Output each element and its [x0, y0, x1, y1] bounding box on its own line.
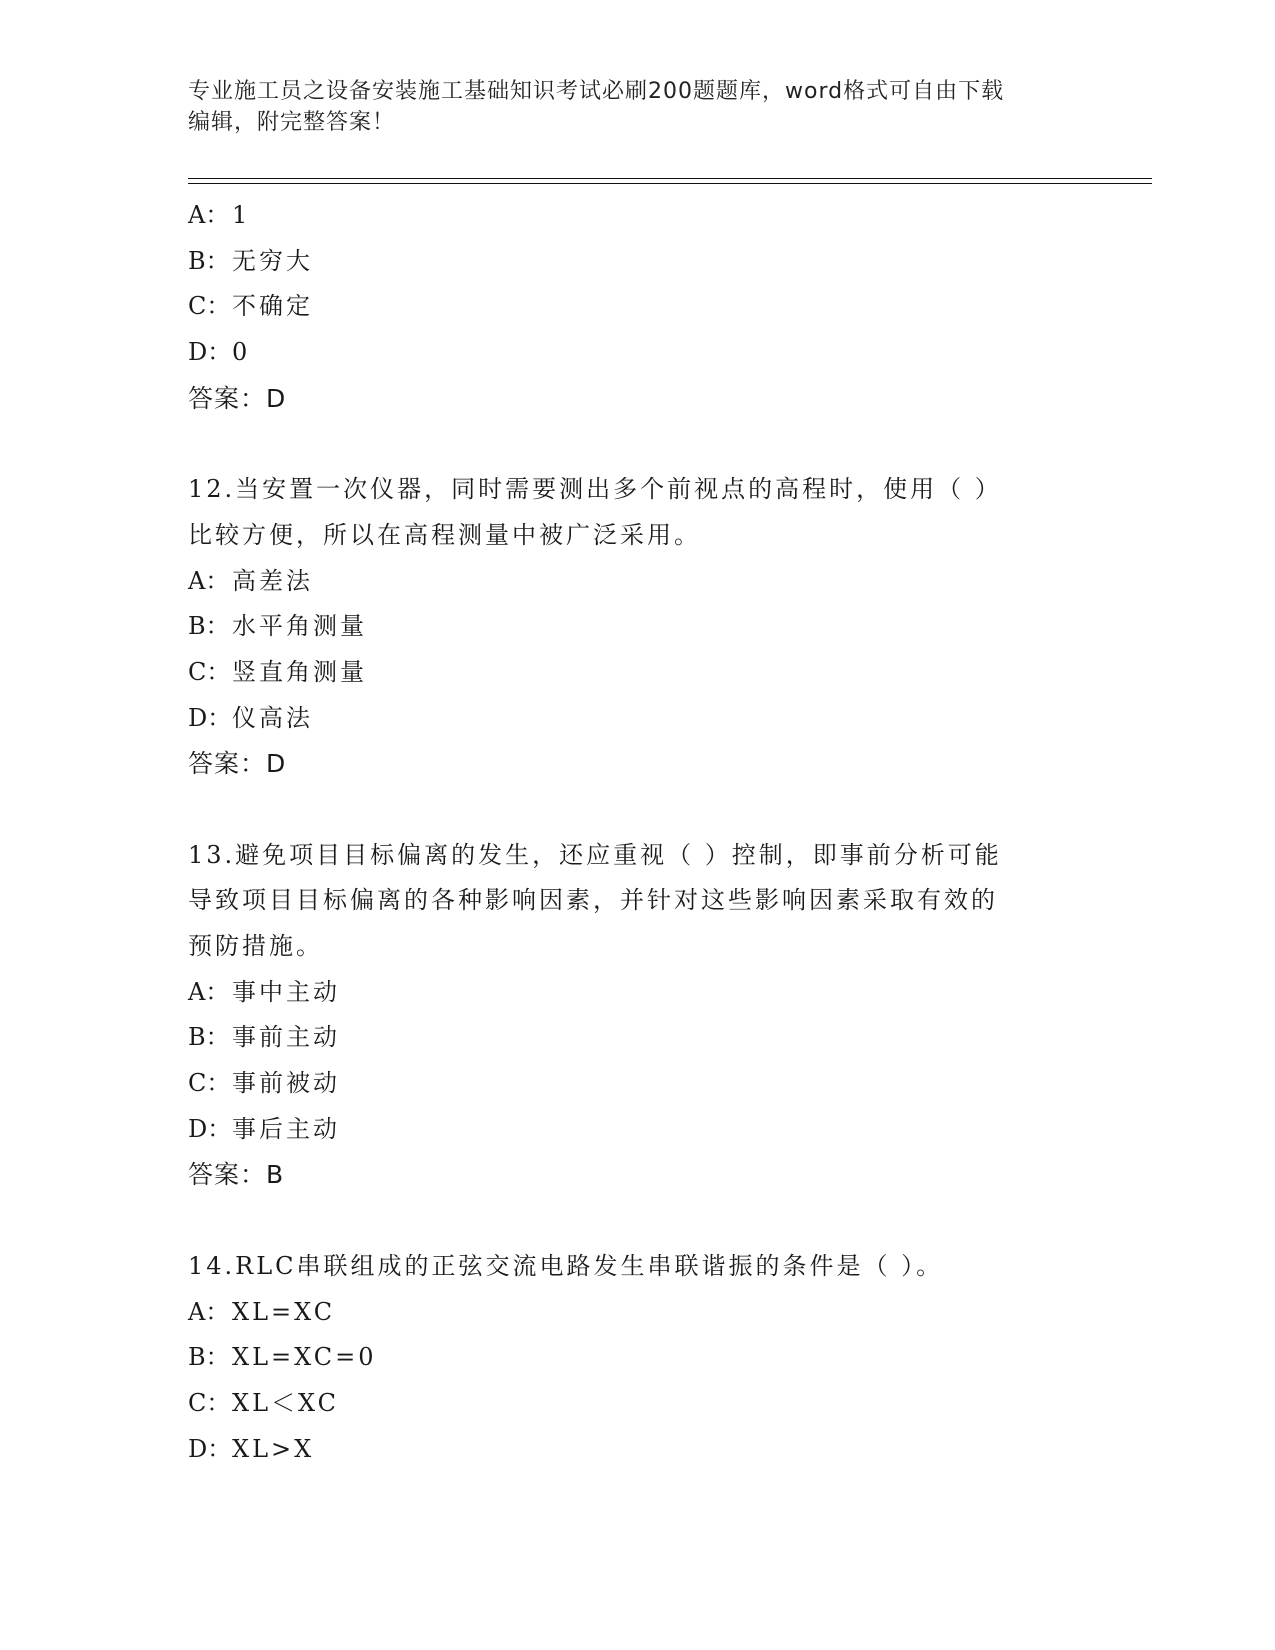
- option-letter: D：: [188, 1434, 232, 1463]
- option-letter: B：: [188, 246, 230, 275]
- option-letter: A：: [188, 566, 230, 595]
- option-text: 1: [232, 201, 251, 229]
- option-c: [188, 284, 1068, 330]
- question-12: [188, 467, 1068, 787]
- option-c: [188, 1381, 1068, 1427]
- option-text: 事前被动: [232, 1069, 340, 1098]
- option-text: 事后主动: [232, 1114, 340, 1143]
- option-text: 仪高法: [232, 703, 313, 732]
- header-divider-top: [188, 178, 1152, 179]
- option-b: [188, 239, 1068, 285]
- question-stem: 比较方便，所以在高程测量中被广泛采用。: [188, 520, 701, 549]
- option-a: [188, 559, 1068, 605]
- option-d: [188, 1107, 1068, 1153]
- option-b: [188, 604, 1068, 650]
- answer-line: 答案：D: [188, 383, 287, 413]
- option-text: 不确定: [232, 292, 313, 321]
- option-letter: D：: [188, 338, 232, 367]
- header-title-line-2: 编辑，附完整答案！: [188, 110, 396, 135]
- option-letter: D：: [188, 703, 232, 732]
- option-a: [188, 193, 1068, 239]
- option-letter: C：: [188, 657, 231, 686]
- option-text: XL>X: [232, 1434, 315, 1463]
- option-b: [188, 1335, 1068, 1381]
- option-text: 无穷大: [232, 246, 313, 275]
- option-b: [188, 1015, 1068, 1061]
- question-14: [188, 1244, 1068, 1472]
- option-letter: B：: [188, 612, 230, 641]
- spacer: [188, 421, 1068, 467]
- option-c: [188, 1061, 1068, 1107]
- spacer: [188, 1198, 1068, 1244]
- question-stem: 13.避免项目目标偏离的发生，还应重视（ ）控制，即事前分析可能: [188, 840, 1002, 869]
- header-title-line-1: 专业施工员之设备安装施工基础知识考试必刷200题题库，word格式可自由下载: [188, 79, 1005, 104]
- option-letter: B：: [188, 1343, 230, 1372]
- option-d: [188, 330, 1068, 376]
- option-letter: C：: [188, 1388, 231, 1417]
- option-letter: A：: [188, 201, 230, 229]
- option-letter: D：: [188, 1114, 232, 1143]
- option-letter: B：: [188, 1023, 230, 1052]
- option-text: 竖直角测量: [232, 657, 367, 686]
- question-11: [188, 193, 1068, 421]
- question-stem: 14.RLC串联组成的正弦交流电路发生串联谐振的条件是（ ）。: [188, 1251, 944, 1280]
- question-stem: 12.当安置一次仪器，同时需要测出多个前视点的高程时，使用（ ）: [188, 475, 1002, 504]
- document-header: [188, 76, 1068, 138]
- option-text: 水平角测量: [232, 612, 367, 641]
- option-letter: C：: [188, 292, 231, 321]
- option-a: [188, 1290, 1068, 1336]
- option-text: 事中主动: [232, 977, 340, 1006]
- option-text: 高差法: [232, 566, 313, 595]
- option-c: [188, 650, 1068, 696]
- question-list: [188, 193, 1068, 1472]
- option-a: [188, 970, 1068, 1016]
- option-text: XL=XC=0: [232, 1343, 377, 1372]
- option-text: 事前主动: [232, 1023, 340, 1052]
- option-letter: C：: [188, 1069, 231, 1098]
- option-text: XL=XC: [232, 1297, 336, 1326]
- answer-line: 答案：D: [188, 749, 287, 779]
- spacer: [188, 787, 1068, 833]
- option-text: 0: [232, 338, 251, 367]
- question-stem: 预防措施。: [188, 932, 323, 960]
- option-text: XL＜XC: [232, 1388, 340, 1417]
- answer-line: 答案：B: [188, 1160, 285, 1190]
- option-d: [188, 1427, 1068, 1473]
- header-divider-bottom: [188, 183, 1152, 184]
- option-letter: A：: [188, 977, 230, 1006]
- question-stem: 导致项目目标偏离的各种影响因素，并针对这些影响因素采取有效的: [188, 886, 998, 915]
- option-d: [188, 696, 1068, 742]
- option-letter: A：: [188, 1297, 230, 1326]
- question-13: [188, 833, 1068, 1199]
